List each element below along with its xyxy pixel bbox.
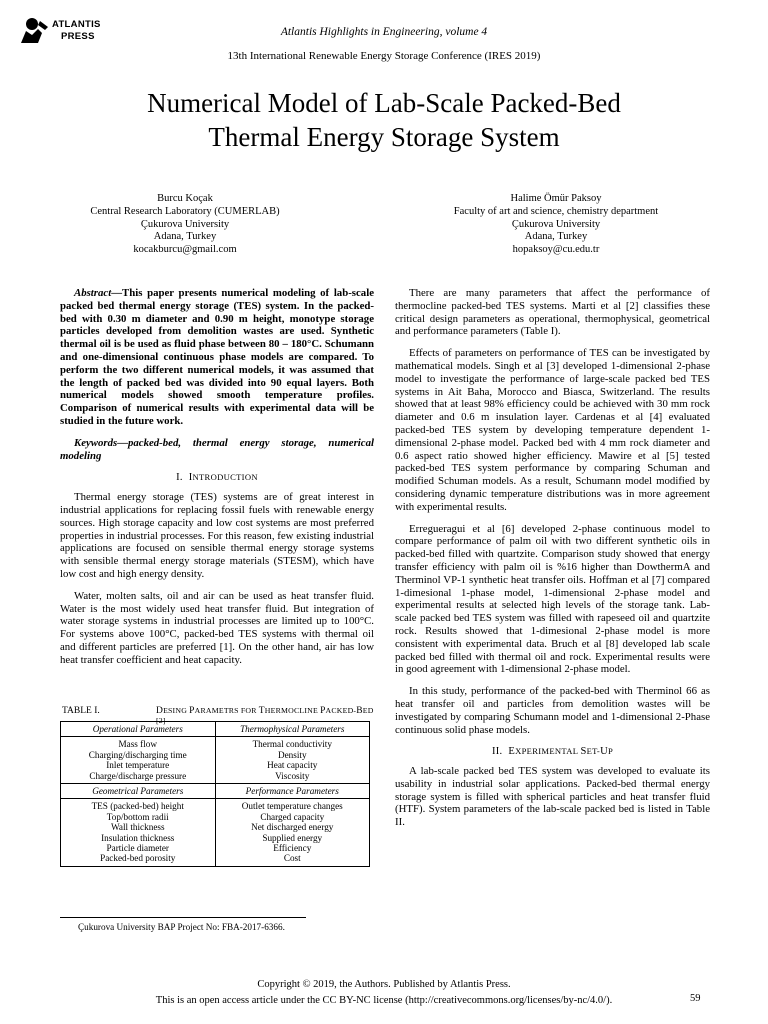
table-cell-item: Mass flow [118, 739, 158, 750]
table-cell-item: Wall thickness [110, 822, 165, 833]
table-cell-item: Insulation thickness [101, 832, 175, 843]
author-location: Adana, Turkey [524, 231, 588, 243]
table-header-cell: Performance Parameters [215, 784, 370, 799]
table-cell-item: Supplied energy [262, 832, 323, 843]
table-cell-item: Charging/discharging time [88, 749, 187, 760]
section-cap: I [188, 472, 193, 484]
abstract-text: —This paper presents numerical modeling of lab-scale packed bed thermal energy storage (TES) system. In the packed-bed with 0.30 m diameter and 0.90 m height, monotype storage particles developed from demolition wastes are used. Synthetic thermal oil is be used as fluid phase between 80 – 180°C. Schumann and one-dimensional continuous phase models are compared. To perform the two different numerical models, it was assumed that the length of packed bed was divided into 90 equal layers. Both numerical models showed smooth temperature profiles. Comparison of numerical results with experimental data will be studied in the future work. [60, 287, 374, 427]
table-cell-item: Heat capacity [267, 760, 318, 771]
author-name: Burcu Koçak [157, 193, 213, 204]
table-cell [215, 799, 370, 866]
right-column [395, 287, 710, 838]
page-number: 59 [690, 993, 701, 1004]
body-paragraph: There are many parameters that affect the performance of thermocline packed-bed TES systems. Marti et al [2] classifies these critical design parameters as operational, thermophysical, geometrical and performance parameters (Table I). [395, 287, 710, 338]
setup-paragraph: A lab-scale packed bed TES system was developed to evaluate its usability in industrial solar applications. Packed-bed thermal energy storage system is filled with spherical particles and heat transfer fluid (HTF). System parameters of the lab-scale packed bed is listed in Table II. [395, 765, 710, 829]
table-cell-item: Cost [283, 853, 301, 864]
copyright-line: Copyright © 2019, the Authors. Published by Atlantis Press. [257, 979, 511, 990]
logo-text-atlantis: ATLANTIS [52, 19, 101, 30]
table-cell-item: Net discharged energy [251, 822, 334, 833]
table-cell-item: Charge/discharge pressure [89, 770, 187, 781]
table-cell [61, 799, 216, 866]
body-paragraph: In this study, performance of the packed-bed with Therminol 66 as heat transfer oil and particles from demolition wastes will be investigated by comparing Schumann model and 1-dimensional 2-Phase continuous solid phase models. [395, 685, 710, 736]
intro-paragraph-2: Water, molten salts, oil and air can be used as heat transfer fluid. Water is the most widely used heat transfer fluid. But integration of water storage systems in industrial processes are limited up to 100°C. For systems above 100°C, packed-bed TES systems with thermal oil and different particles are preferred [1]. On the other hand, air has low heat transfer coefficient and heat capacity. [60, 589, 374, 666]
table-row [61, 799, 370, 866]
table-label: TABLE I. [62, 706, 100, 716]
table-cell [215, 737, 370, 784]
section-heading-introduction [60, 471, 374, 485]
parameters-table [60, 721, 370, 867]
body-paragraph: Effects of parameters on performance of TES can be investigated by mathematical models. Singh et al [3] developed 1-dimensional 2-phase model to investigate the performance of large-scale packed bed TES systems in Ait Baha, Morocco and Biasca, Switzerland. The results showed that at least 98% efficiency could be achieved with 30 mm rock diameter and 0.6 m insulation layer. Cardenas et al [4] evaluated packed-bed TES system by developing temperature dependent 1-dimensional 2-phase model. Packed bed with 4 mm rock diameter and 0.6 aspect ratio showed higher efficiency. Mawire et al [5] tested packed-bed TES system performance by comparing Schuman and modified Schuman models. As a result, Schumann model modified by considering dynamic temperature distributions was in more agreement with experimental results. [395, 347, 710, 513]
author-affiliation: Central Research Laboratory (CUMERLAB) [90, 205, 280, 217]
table-cell-item: Particle diameter [106, 843, 169, 854]
body-paragraph: Erregueragui et al [6] developed 2-phase continuous model to compare performance of palm oil with two different synthetic oils in packed-bed filled with quartzite. Comparison study showed that energy transfer efficiency with palm oil is %16 higher than DowthermA and Therminol VP-1 synthetic heat transfer oils. Hoffman et al [7] compared 1-dimesional 1-phase model, 1-dimensional 2-phase model and experimental results at selected high levels of the storage tank. Lab-scale packed bed TES system was filled with rapeseed oil and quartzite rock. Results showed that 1-dimesional 2-phase model is more consistent with experimental data. Bruch et al [8] developed lab scale packed bed filled with thermal oil and rock. Experimental results were in good agreement with 1-dimensional 2-phase model. [395, 522, 710, 676]
table-header-row [61, 784, 370, 799]
intro-paragraph-1: Thermal energy storage (TES) systems are of great interest in industrial applications for replacing fossil fuels with renewable energy sources. High storage capacity and low cost systems are most preferred properties in industrial processes. For this reason, few existing industrial applications are focused on sensible thermal energy storage systems with sensible thermal energy storage materials (STESM), which have low cost and high energy density. [60, 491, 374, 580]
table-cell-item: Thermal conductivity [252, 739, 332, 750]
author-block-1 [35, 193, 335, 257]
table-cell-item: TES (packed-bed) height [91, 801, 184, 812]
abstract-lead: Abstract [74, 287, 112, 299]
paper-title-line-1: Numerical Model of Lab-Scale Packed-Bed [147, 88, 621, 118]
table-header-cell: Operational Parameters [61, 722, 216, 737]
section-heading-experimental-setup: II. EXPERIMENTAL SET-UP [491, 746, 614, 758]
series-title: Atlantis Highlights in Engineering, volume 4 [280, 26, 488, 38]
footnote-rule [60, 917, 306, 918]
section-rest: NTRODUCTION [192, 472, 258, 483]
table-header-row [61, 722, 370, 737]
author-affiliation: Faculty of art and science, chemistry department [453, 205, 659, 217]
section-number: II. [491, 746, 503, 758]
paper-title [60, 86, 708, 154]
author-location: Adana, Turkey [153, 231, 217, 243]
table-cell-item: Charged capacity [260, 811, 325, 822]
table-cell-item: Outlet temperature changes [241, 801, 343, 812]
table-cell-item: Packed-bed porosity [100, 853, 176, 864]
paper-title-line-2: Thermal Energy Storage System [208, 122, 560, 152]
table-row [61, 737, 370, 784]
table-cell-item: Viscosity [275, 770, 310, 781]
author-name: Halime Ömür Paksoy [510, 193, 602, 204]
table-cell-item: Inlet temperature [106, 760, 170, 771]
author-email[interactable]: hopaksoy@cu.edu.tr [512, 244, 600, 256]
section-number: I. [176, 472, 183, 484]
table-title: DESING PARAMETRS FOR THERMOCLINE PACKED-BED [2] [156, 706, 374, 725]
author-block-2 [406, 193, 706, 257]
table-cell-item: Efficiency [273, 843, 312, 854]
table-header-cell: Geometrical Parameters [61, 784, 216, 799]
license-line: This is an open access article under the CC BY-NC license (http://creativecommons.org/licenses/by-nc/4.0/). [155, 995, 613, 1006]
left-column [60, 287, 374, 676]
author-institution: Çukurova University [511, 218, 601, 230]
conference-name: 13th International Renewable Energy Storage Conference (IRES 2019) [227, 50, 541, 62]
table-cell-item: Top/bottom radii [106, 811, 169, 822]
author-email[interactable]: kocakburcu@gmail.com [133, 244, 237, 256]
keywords: Keywords—packed-bed, thermal energy storage, numerical modeling [60, 436, 374, 462]
abstract [60, 287, 374, 428]
author-institution: Çukurova University [140, 218, 230, 230]
footnote: Çukurova University BAP Project No: FBA-2017-6366. [78, 922, 285, 932]
logo-text-press: PRESS [61, 31, 95, 42]
table-header-cell: Thermophysical Parameters [215, 722, 370, 737]
table-cell-item: Density [277, 749, 307, 760]
table-cell [61, 737, 216, 784]
